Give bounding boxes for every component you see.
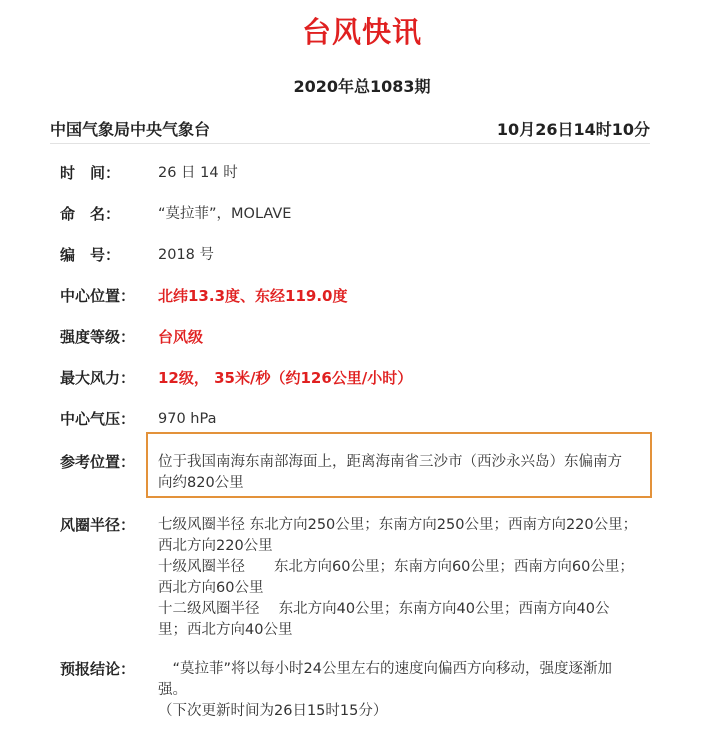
field-value: 26 日 14 时 bbox=[158, 165, 238, 181]
field-label: 强度等级： bbox=[60, 328, 136, 346]
field-label: 编 号： bbox=[60, 246, 121, 264]
field-label: 命 名： bbox=[60, 205, 121, 223]
field-label: 中心位置： bbox=[60, 287, 136, 305]
wind-radius-7-level: 七级风圈半径 东北方向250公里；东南方向250公里；西南方向220公里；西北方向220公里 bbox=[158, 517, 638, 554]
field-label: 风圈半径： bbox=[60, 516, 136, 534]
issuing-organization: 中国气象局中央气象台 bbox=[50, 120, 211, 139]
field-value: 台风级 bbox=[158, 328, 204, 346]
field-label: 时 间： bbox=[60, 164, 121, 182]
field-value: “莫拉菲”，MOLAVE bbox=[158, 206, 292, 222]
next-update-note: （下次更新时间为26日15时15分） bbox=[158, 703, 388, 719]
wind-radius-list bbox=[158, 515, 638, 641]
forecast-content bbox=[158, 659, 638, 722]
issue-number: 2020年总1083期 bbox=[293, 77, 431, 96]
page-title: 台风快讯 bbox=[301, 15, 422, 49]
field-label: 参考位置： bbox=[60, 453, 136, 471]
field-label: 最大风力： bbox=[60, 369, 136, 387]
field-value: 2018 号 bbox=[158, 247, 215, 263]
field-value: 北纬13.3度、东经119.0度 bbox=[158, 287, 348, 305]
forecast-text: “莫拉菲”将以每小时24公里左右的速度向偏西方向移动，强度逐渐加强。 bbox=[158, 661, 612, 698]
field-value: 970 hPa bbox=[158, 411, 217, 427]
wind-radius-10-level: 十级风圈半径 东北方向60公里；东南方向60公里；西南方向60公里；西北方向60公里 bbox=[158, 559, 634, 596]
wind-radius-12-level: 十二级风圈半径 东北方向40公里；东南方向40公里；西南方向40公里；西北方向40公里 bbox=[158, 601, 610, 638]
field-value: 位于我国南海东南部海面上，距离海南省三沙市（西沙永兴岛）东偏南方向约820公里 bbox=[158, 454, 622, 491]
header-row bbox=[50, 115, 650, 144]
field-label: 中心气压： bbox=[60, 410, 136, 428]
field-value: 12级， 35米/秒（约126公里/小时） bbox=[158, 369, 413, 387]
field-label: 预报结论： bbox=[60, 660, 136, 678]
issue-time: 10月26日14时10分 bbox=[496, 120, 650, 139]
